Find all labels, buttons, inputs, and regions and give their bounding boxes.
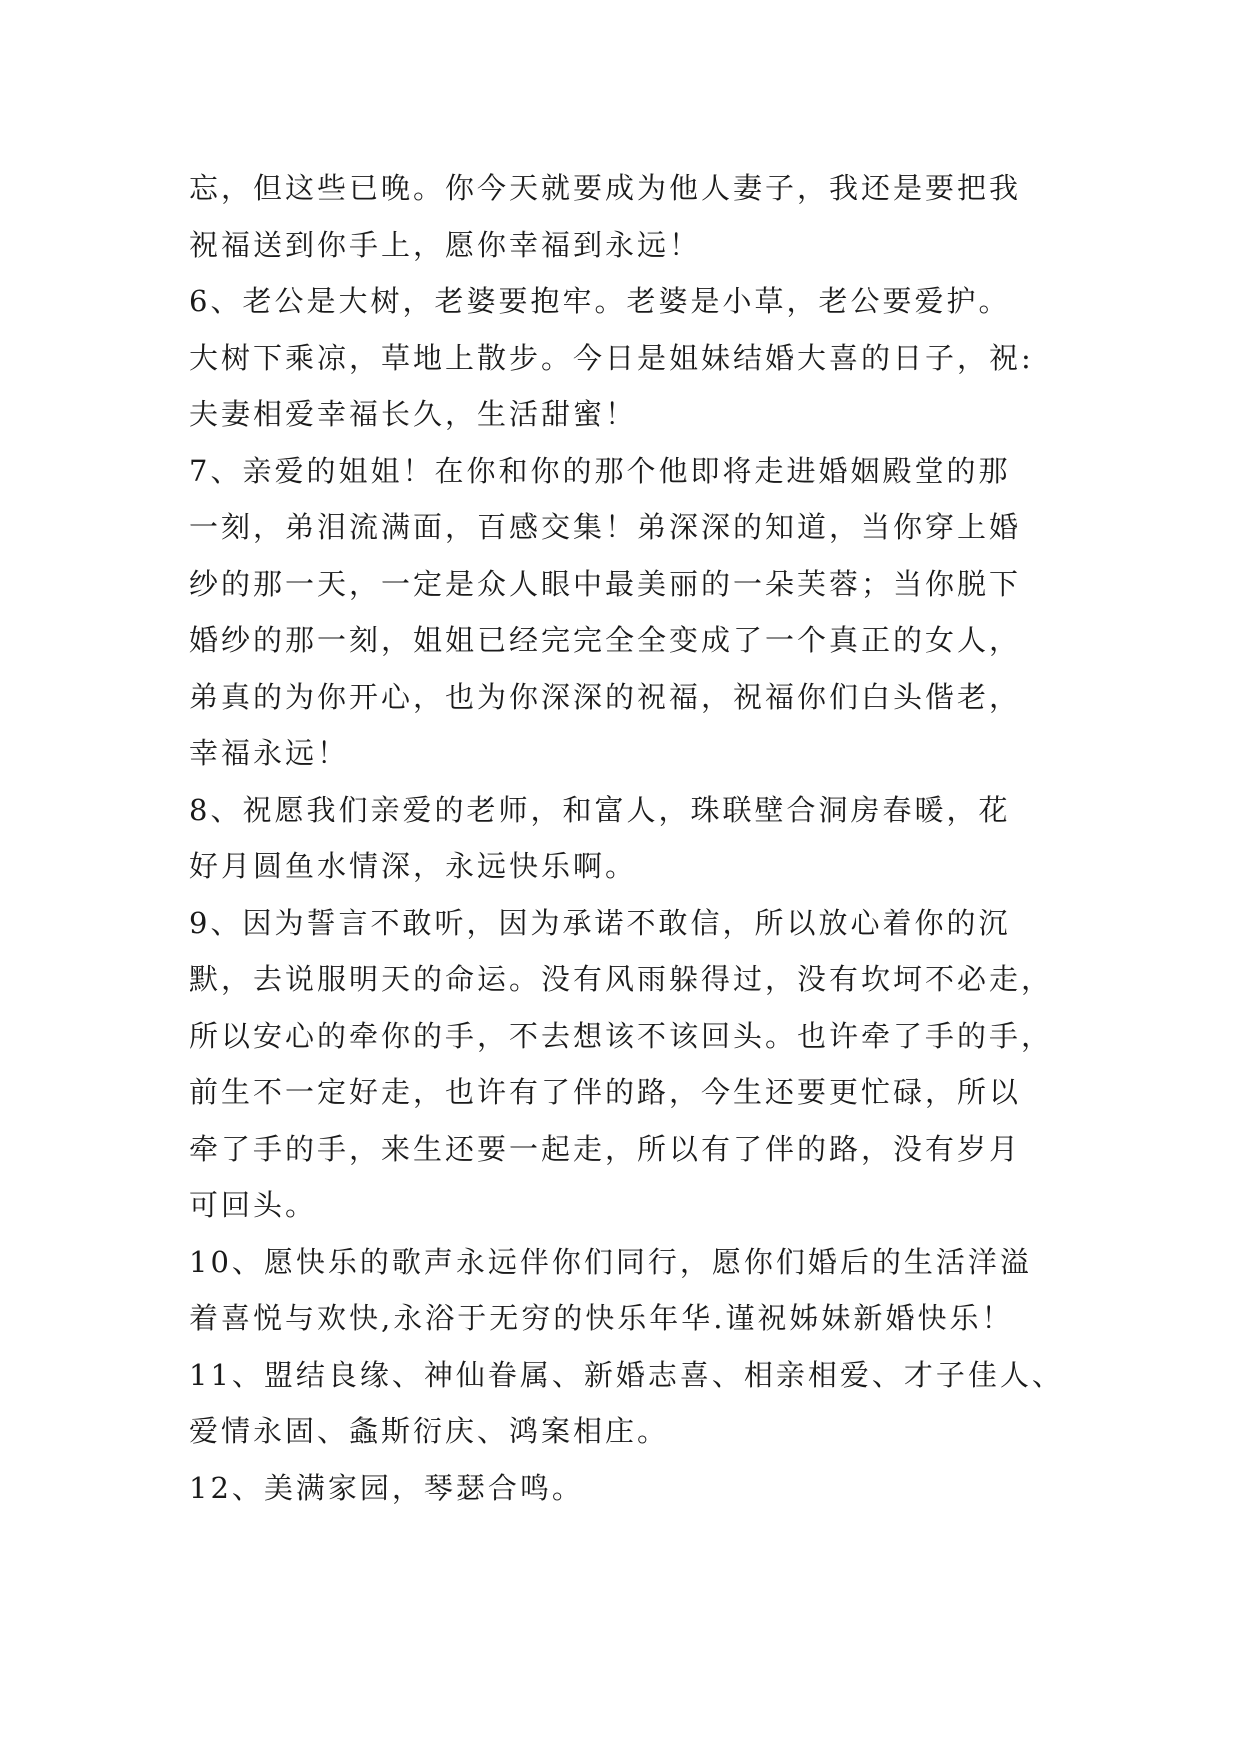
document-body (189, 160, 1069, 1516)
text-line: 忘，但这些已晚。你今天就要成为他人妻子，我还是要把我 (189, 171, 1022, 205)
text-line: 纱的那一天，一定是众人眼中最美丽的一朵芙蓉；当你脱下 (189, 566, 1022, 601)
text-line: 前生不一定好走，也许有了伴的路，今生还要更忙碌，所以 (189, 1075, 1022, 1109)
text-line: 好月圆鱼水情深，永远快乐啊。 (189, 849, 638, 883)
text-line: 12、美满家园，琴瑟合鸣。 (189, 1470, 584, 1505)
text-line: 8、祝愿我们亲爱的老师，和富人，珠联壁合洞房春暖，花 (189, 792, 1011, 827)
text-line: 婚纱的那一刻，姐姐已经完完全全变成了一个真正的女人， (189, 623, 1022, 657)
text-line: 11、盟结良缘、神仙眷属、新婚志喜、相亲相爱、才子佳人、 (189, 1357, 1064, 1392)
text-line: 大树下乘凉，草地上散步。今日是姐妹结婚大喜的日子，祝: (189, 340, 1034, 375)
text-line: 可回头。 (189, 1188, 318, 1222)
text-line: 一刻，弟泪流满面，百感交集！弟深深的知道，当你穿上婚 (189, 510, 1022, 544)
text-line: 9、因为誓言不敢听，因为承诺不敢信，所以放心着你的沉 (189, 905, 1011, 940)
text-line: 祝福送到你手上，愿你幸福到永远！ (189, 227, 702, 262)
text-line: 10、愿快乐的歌声永远伴你们同行，愿你们婚后的生活洋溢 (189, 1244, 1032, 1279)
text-line: 6、老公是大树，老婆要抱牢。老婆是小草，老公要爱护。 (189, 284, 1011, 318)
text-line: 默，去说服明天的命运。没有风雨躲得过，没有坎坷不必走， (189, 962, 1054, 996)
text-line: 7、亲爱的姐姐！在你和你的那个他即将走进婚姻殿堂的那 (189, 453, 1011, 488)
text-line: 所以安心的牵你的手，不去想该不该回头。也许牵了手的手， (189, 1018, 1054, 1053)
text-line: 着喜悦与欢快,永浴于无穷的快乐年华.谨祝姊妹新婚快乐！ (189, 1301, 1014, 1335)
text-line: 弟真的为你开心，也为你深深的祝福，祝福你们白头偕老， (189, 679, 1022, 714)
text-line: 夫妻相爱幸福长久，生活甜蜜！ (189, 397, 638, 431)
text-line: 牵了手的手，来生还要一起走，所以有了伴的路，没有岁月 (189, 1131, 1022, 1166)
text-line: 幸福永远！ (189, 736, 350, 770)
text-line: 爱情永固、螽斯衍庆、鸿案相庄。 (189, 1414, 670, 1448)
